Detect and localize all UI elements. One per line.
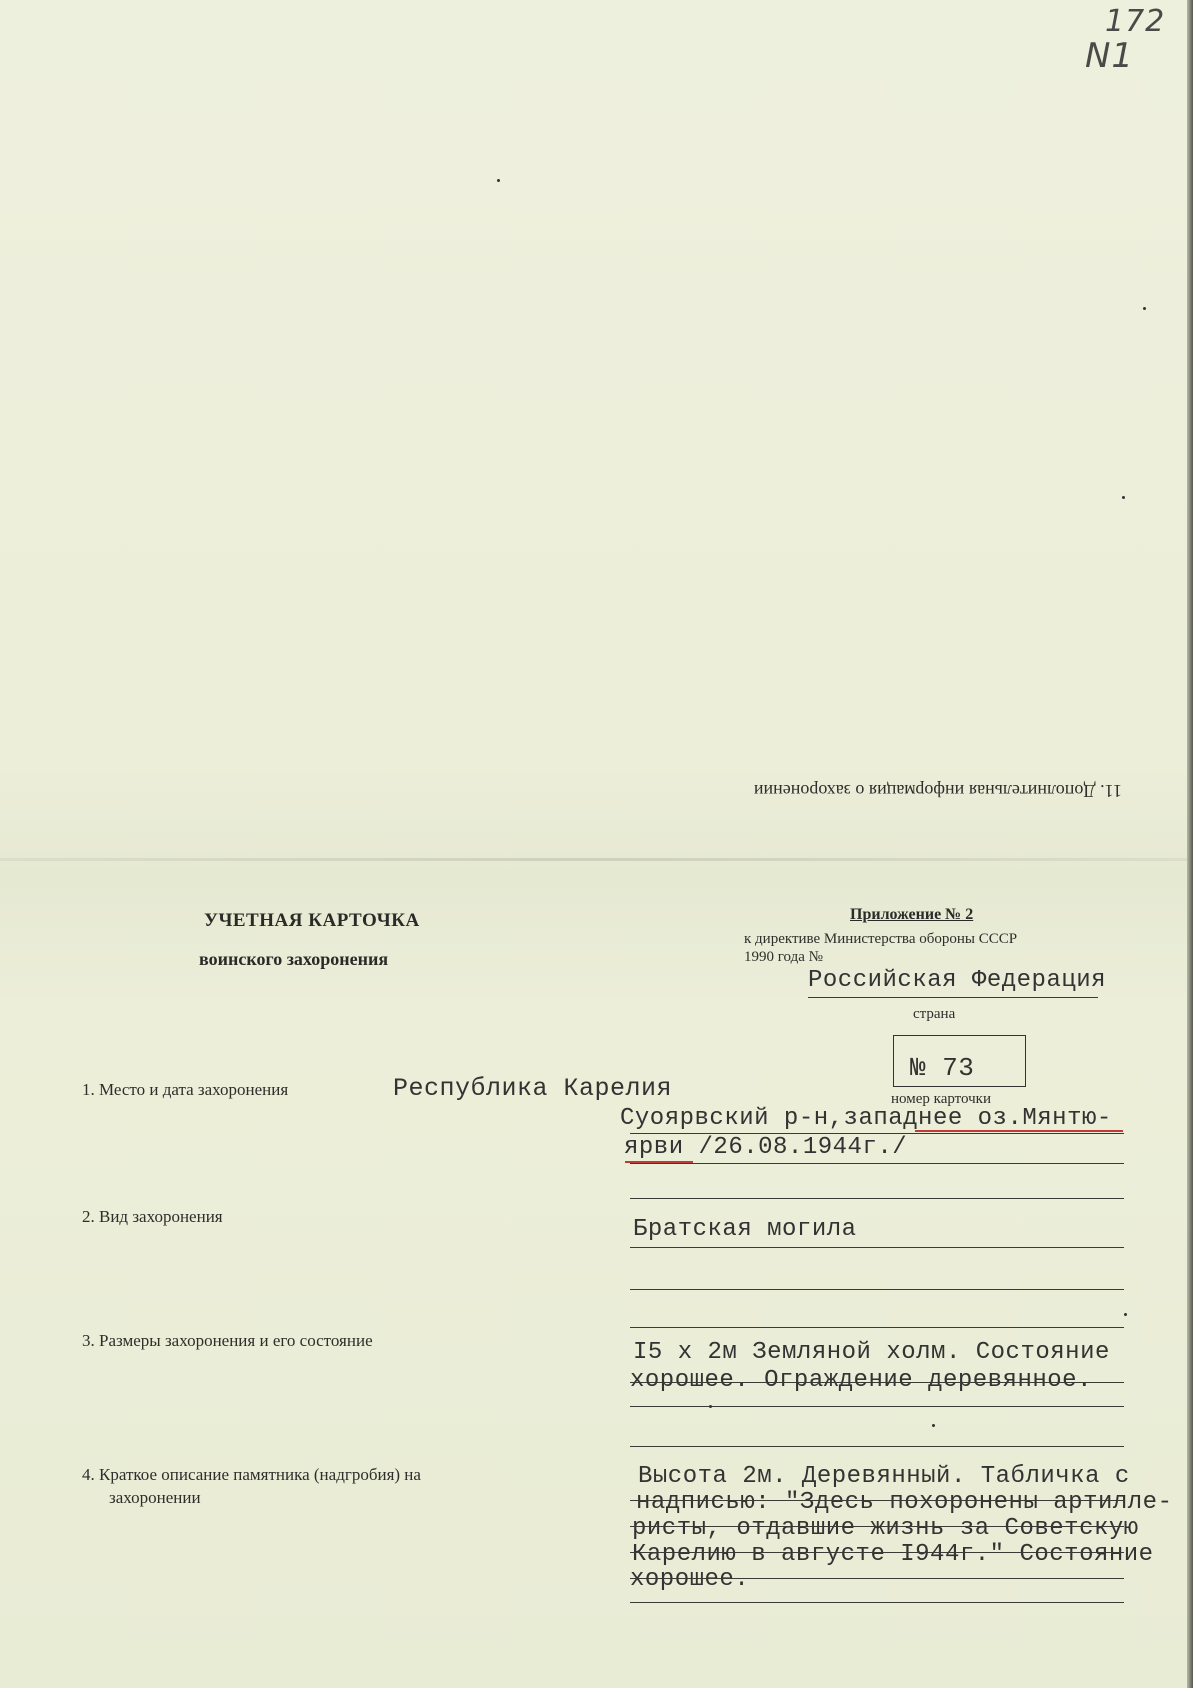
field-monument-label-2: захоронении bbox=[109, 1488, 201, 1507]
appendix-year: 1990 года № bbox=[744, 949, 823, 965]
field-burial-type-value: Братская могила bbox=[633, 1216, 857, 1243]
field-monument-label-1: 4. Краткое описание памятника (надгробия) на bbox=[82, 1465, 421, 1484]
speck bbox=[1124, 1313, 1127, 1316]
field-monument-value-5: хорошее. bbox=[630, 1566, 750, 1593]
country-underline bbox=[808, 997, 1098, 998]
red-underline bbox=[915, 1130, 1123, 1132]
field-monument-value-1: Высота 2м. Деревянный. Табличка с bbox=[638, 1463, 1130, 1490]
field-burial-type-line-2 bbox=[630, 1289, 1124, 1290]
field-monument-line-2 bbox=[630, 1526, 1124, 1527]
country-value: Российская Федерация bbox=[808, 967, 1107, 994]
speck bbox=[932, 1424, 935, 1427]
field-size-condition-line-2 bbox=[630, 1406, 1124, 1407]
field-monument-line-5 bbox=[630, 1602, 1124, 1603]
field-monument-value-3: ристы, отдавшие жизнь за Советскую bbox=[632, 1515, 1139, 1542]
handwritten-sheet-mark: N1 bbox=[1085, 36, 1135, 76]
field-monument-value-4: Карелию в августе I944г." Состояние bbox=[632, 1541, 1154, 1568]
speck bbox=[497, 179, 500, 182]
card-title: УЧЕТНАЯ КАРТОЧКА bbox=[204, 910, 420, 931]
field-monument-line-3 bbox=[630, 1552, 1124, 1553]
field-size-condition-value-2: хорошее. Ограждение деревянное. bbox=[630, 1367, 1092, 1394]
speck bbox=[709, 1405, 712, 1408]
field-size-condition-line-3 bbox=[630, 1446, 1124, 1447]
card-subtitle: воинского захоронения bbox=[199, 949, 389, 969]
field-monument-line-1 bbox=[630, 1500, 1124, 1501]
field-place-date-label: 1. Место и дата захоронения bbox=[82, 1080, 289, 1099]
appendix-title: Приложение № 2 bbox=[850, 906, 974, 923]
field-burial-type-line-1 bbox=[630, 1247, 1124, 1248]
speck bbox=[1122, 496, 1125, 499]
field-monument-line-4 bbox=[630, 1578, 1124, 1579]
field-size-condition-line-1 bbox=[630, 1382, 1124, 1383]
field-place-date-value-0: Республика Карелия bbox=[393, 1074, 673, 1103]
card-number-caption: номер карточки bbox=[891, 1091, 991, 1107]
field-place-date-line-1 bbox=[630, 1133, 1124, 1134]
field-size-condition-value-1: I5 x 2м Земляной холм. Состояние bbox=[633, 1339, 1110, 1366]
speck bbox=[1143, 307, 1146, 310]
field-place-date-line-3 bbox=[630, 1198, 1124, 1199]
field-burial-type-line-3 bbox=[630, 1327, 1124, 1328]
field-monument-value-2: надписью: "Здесь похоронены артилле- bbox=[636, 1489, 1173, 1516]
field-burial-type-label: 2. Вид захоронения bbox=[82, 1207, 223, 1226]
field-place-date-value-1: Суоярвский р-н,западнее оз.Мянтю- bbox=[620, 1105, 1112, 1132]
country-caption: страна bbox=[913, 1006, 956, 1022]
field-size-condition-label: 3. Размеры захоронения и его состояние bbox=[82, 1331, 373, 1350]
card-number-value: № 73 bbox=[910, 1053, 975, 1083]
reversed-section-heading: 11. Дополнительная информация о захоронении bbox=[753, 781, 1122, 801]
field-place-date-value-2: ярви /26.08.1944г./ bbox=[624, 1134, 908, 1161]
handwritten-page-number: 172 bbox=[1105, 4, 1166, 39]
appendix-directive: к директиве Министерства обороны СССР bbox=[744, 931, 1018, 947]
page-fold bbox=[0, 858, 1193, 861]
field-place-date-line-2 bbox=[630, 1163, 1124, 1164]
scan-edge bbox=[1187, 0, 1193, 1688]
